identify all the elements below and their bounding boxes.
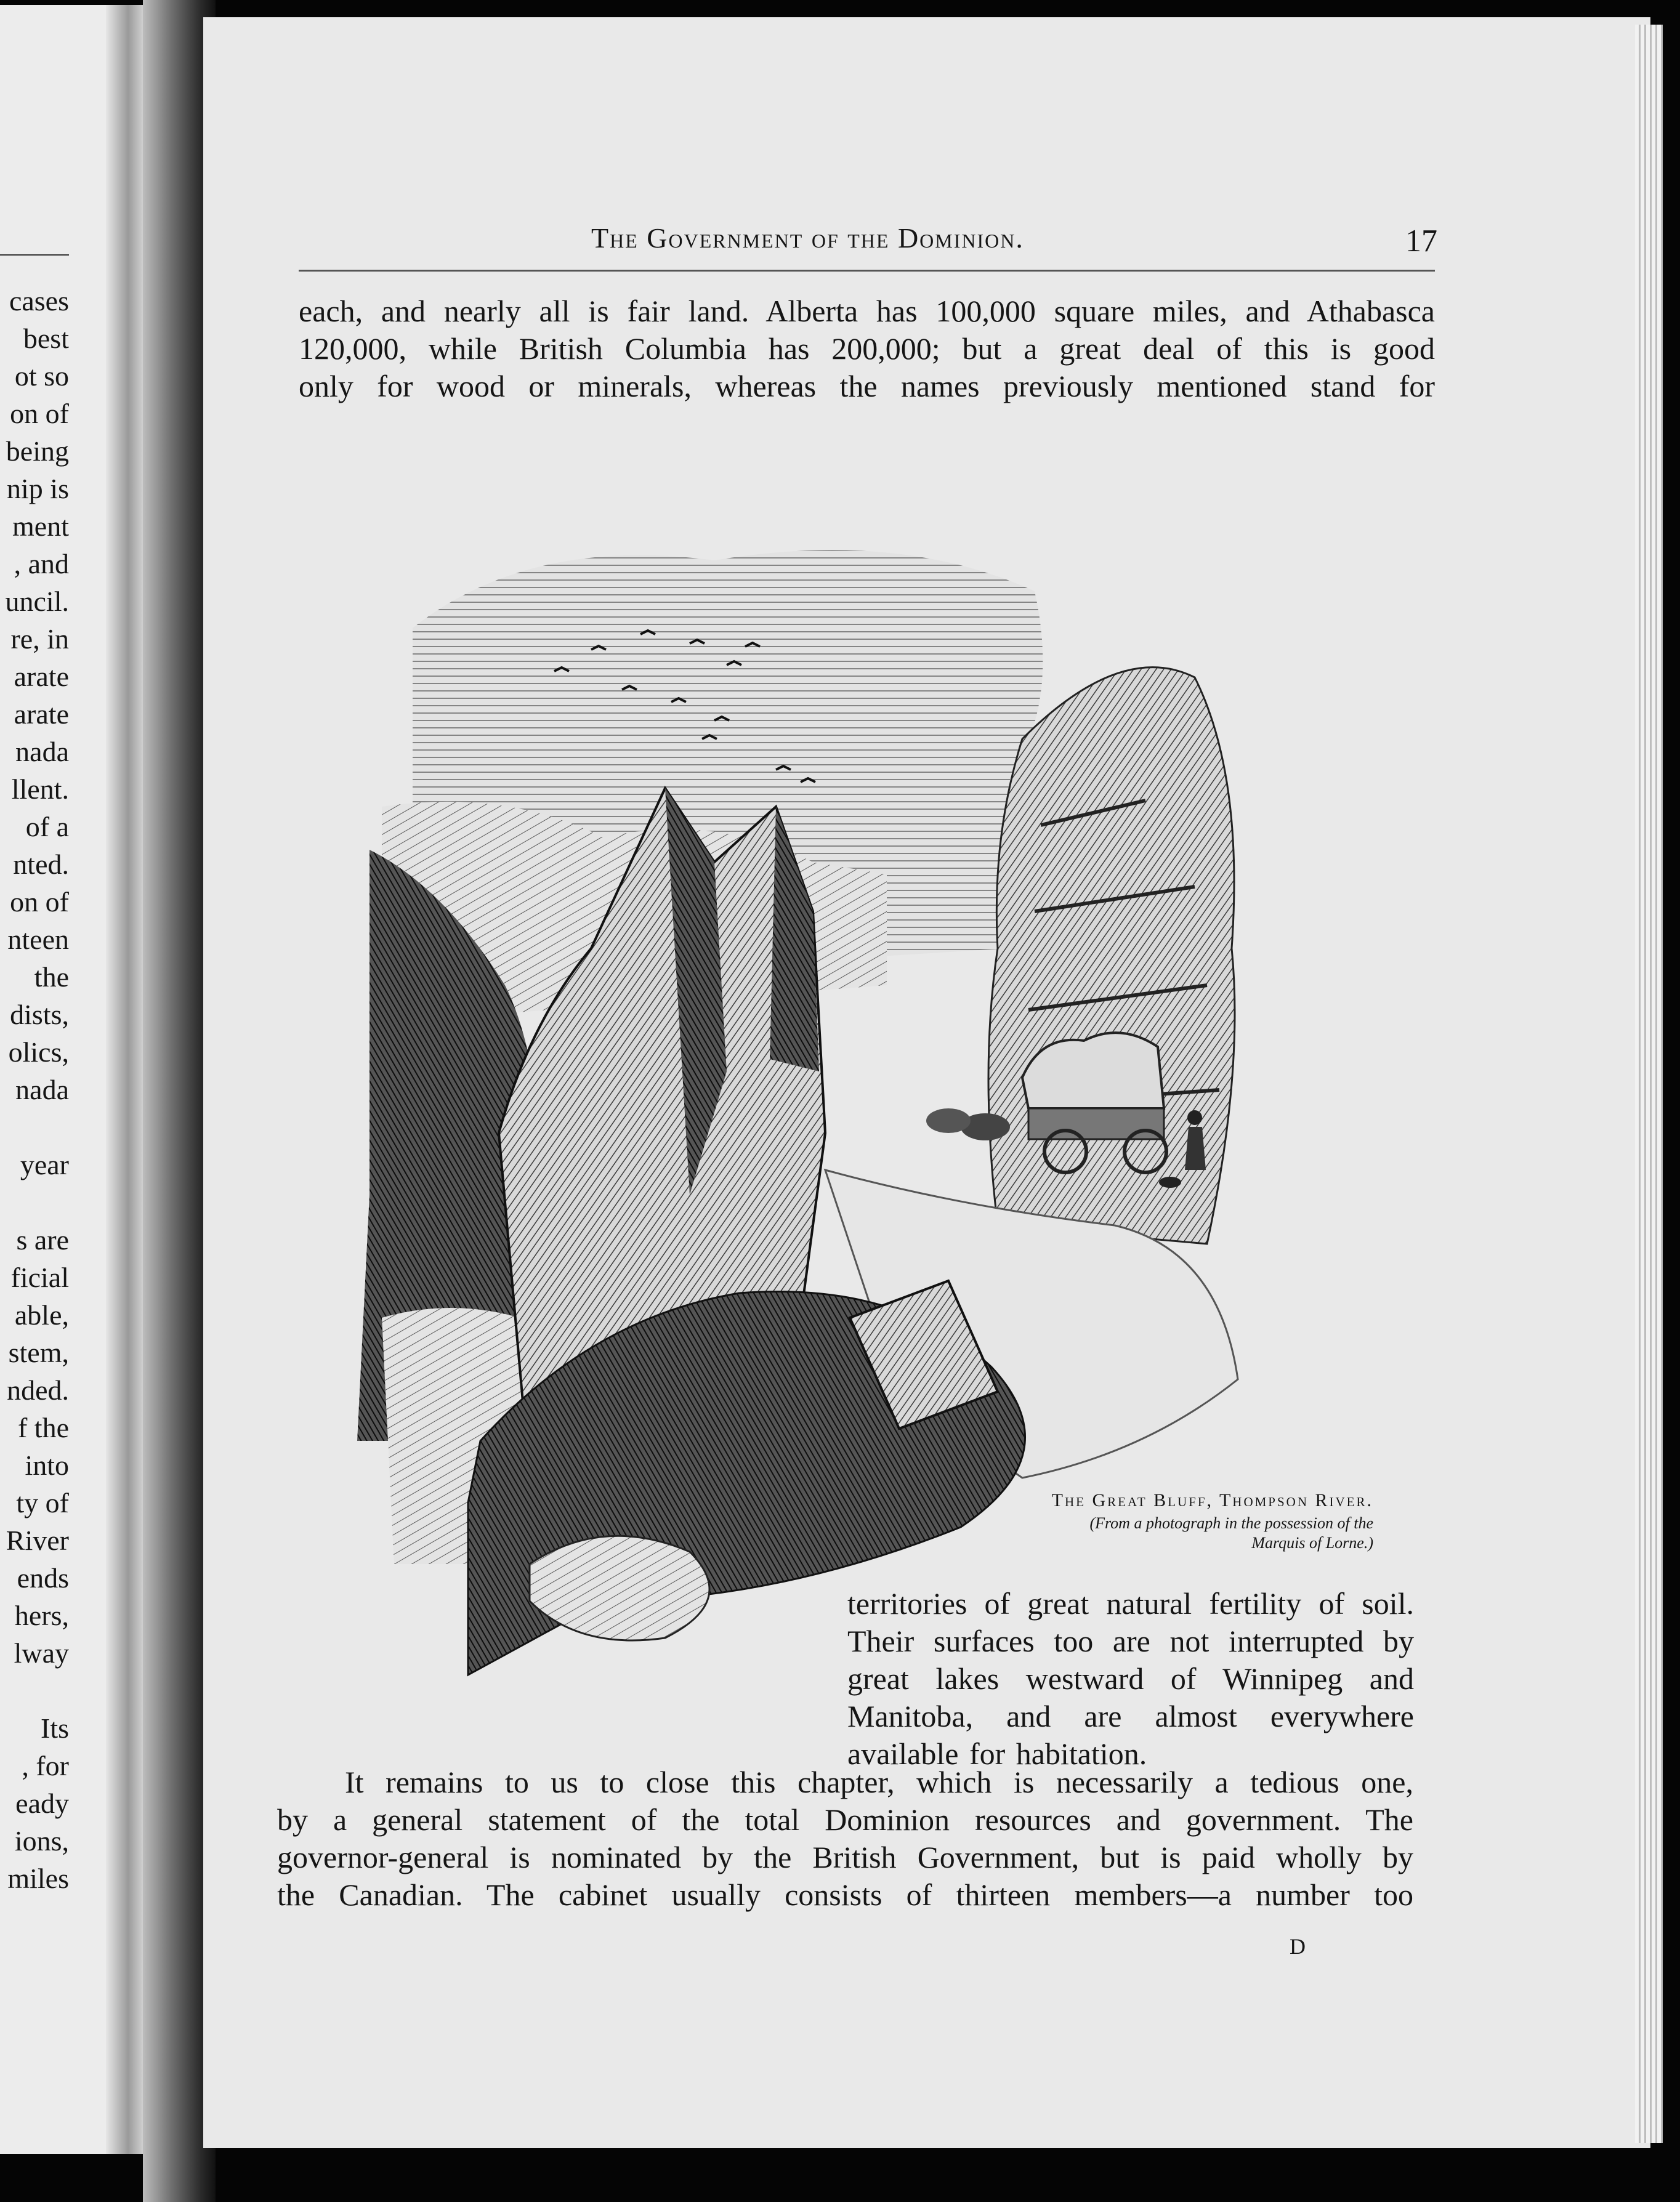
text-line: territories of great natural fertility of soil. bbox=[847, 1586, 1414, 1621]
facing-line: Its bbox=[41, 1712, 69, 1744]
paragraph-bottom bbox=[277, 1764, 1413, 1914]
text-line: 120,000, while British Columbia has 200,000; but a great deal of this is good bbox=[299, 331, 1435, 366]
text-line: each, and nearly all is fair land. Alberta has 100,000 square miles, and Athabasca bbox=[299, 294, 1435, 328]
text-line: great lakes westward of Winnipeg and bbox=[847, 1661, 1414, 1696]
facing-page-text bbox=[0, 282, 69, 1897]
facing-line: re, in bbox=[10, 623, 69, 655]
page-edges bbox=[1635, 25, 1663, 2143]
facing-line: the bbox=[34, 961, 69, 993]
facing-line: nted. bbox=[13, 849, 69, 880]
facing-line: f the bbox=[17, 1412, 69, 1443]
facing-line: uncil. bbox=[5, 586, 69, 617]
facing-line: on of bbox=[10, 398, 69, 429]
facing-line: miles bbox=[7, 1863, 69, 1894]
text-line: Their surfaces too are not interrupted by bbox=[847, 1624, 1414, 1658]
text-line: governor-general is nominated by the British Government, but is paid wholly by bbox=[277, 1840, 1413, 1874]
facing-line: lway bbox=[14, 1637, 69, 1669]
facing-line: nip is bbox=[7, 473, 69, 504]
facing-line: ment bbox=[12, 510, 69, 542]
facing-line: into bbox=[25, 1450, 69, 1481]
figure-caption bbox=[955, 1490, 1373, 1553]
page-number: 17 bbox=[1405, 224, 1437, 259]
facing-line bbox=[0, 1184, 69, 1221]
caption-note-line: (From a photograph in the possession of the bbox=[1089, 1514, 1373, 1532]
facing-line: ions, bbox=[14, 1825, 69, 1857]
paragraph-beside-figure bbox=[847, 1585, 1414, 1773]
facing-line: nada bbox=[15, 1074, 69, 1105]
facing-line: being bbox=[6, 435, 69, 467]
facing-line: , for bbox=[22, 1750, 69, 1781]
facing-line: cases bbox=[9, 285, 69, 317]
facing-line: ty of bbox=[16, 1487, 69, 1518]
facing-line: arate bbox=[14, 661, 69, 692]
facing-line: nteen bbox=[7, 924, 69, 955]
caption-note-line: Marquis of Lorne.) bbox=[1251, 1534, 1373, 1552]
facing-line: eady bbox=[15, 1788, 69, 1819]
facing-line: of a bbox=[25, 811, 69, 842]
dog bbox=[1159, 1177, 1181, 1188]
facing-line: stem, bbox=[8, 1337, 69, 1368]
facing-page-gutter-shadow bbox=[106, 5, 143, 2154]
facing-line: llent. bbox=[11, 773, 69, 805]
running-title: The Government of the Dominion. bbox=[591, 222, 1024, 254]
facing-line: on of bbox=[10, 886, 69, 918]
facing-line: olics, bbox=[8, 1036, 69, 1068]
facing-line: able, bbox=[14, 1299, 69, 1331]
text-line: Manitoba, and are almost everywhere bbox=[847, 1699, 1414, 1733]
facing-line: dists, bbox=[10, 999, 69, 1030]
facing-line: River bbox=[6, 1525, 69, 1556]
facing-line: hers, bbox=[14, 1600, 69, 1631]
facing-line: s are bbox=[16, 1224, 69, 1256]
facing-line bbox=[0, 1672, 69, 1709]
text-line: only for wood or minerals, whereas the names previously mentioned stand for bbox=[299, 369, 1435, 403]
facing-page-left bbox=[0, 5, 143, 2154]
header-rule bbox=[299, 270, 1435, 272]
facing-line bbox=[0, 1108, 69, 1146]
text-line: available for habitation. bbox=[847, 1736, 1147, 1771]
facing-line: ficial bbox=[10, 1262, 69, 1293]
text-line: by a general statement of the total Dominion resources and government. The bbox=[277, 1802, 1413, 1837]
paragraph-top bbox=[299, 292, 1435, 405]
facing-line: year bbox=[20, 1149, 69, 1180]
text-line: the Canadian. The cabinet usually consists of thirteen members—a number too bbox=[277, 1877, 1413, 1912]
facing-line: nada bbox=[15, 736, 69, 767]
facing-page-rule bbox=[0, 254, 69, 256]
caption-note bbox=[955, 1514, 1373, 1553]
caption-title: The Great Bluff, Thompson River. bbox=[1051, 1490, 1373, 1510]
signature-mark: D bbox=[1290, 1934, 1306, 1959]
facing-line: , and bbox=[14, 548, 69, 579]
text-line: It remains to us to close this chapter, which is necessarily a tedious one, bbox=[345, 1765, 1413, 1799]
facing-line: nded. bbox=[7, 1374, 69, 1406]
facing-line: best bbox=[23, 323, 69, 354]
facing-line: arate bbox=[14, 698, 69, 730]
facing-line: ends bbox=[17, 1562, 69, 1594]
facing-line: ot so bbox=[14, 360, 69, 392]
